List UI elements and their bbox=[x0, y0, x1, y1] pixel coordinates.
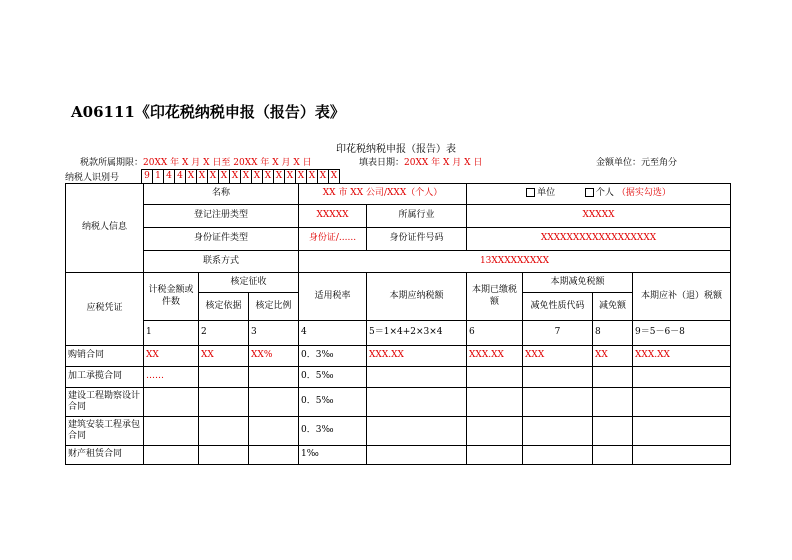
col-reduce-amount-header: 减免额 bbox=[593, 293, 633, 321]
contact-label: 联系方式 bbox=[144, 251, 299, 273]
taxpayer-id-label: 纳税人识别号 bbox=[65, 173, 120, 183]
tax-period-label: 税款所属期限： bbox=[80, 158, 144, 168]
voucher-value-cell[interactable] bbox=[249, 417, 299, 446]
taxpayer-id-digit[interactable]: X bbox=[263, 169, 274, 184]
taxpayer-id-digit[interactable]: X bbox=[252, 169, 263, 184]
entity-type-options bbox=[467, 184, 731, 205]
name-value: XX 市 XX 公司/XXX（个人） bbox=[299, 184, 467, 205]
person-option-label: 个人 bbox=[595, 188, 614, 199]
col-number: 4 bbox=[299, 321, 367, 346]
voucher-value-cell[interactable] bbox=[633, 417, 731, 446]
col-number: 1 bbox=[144, 321, 199, 346]
voucher-value-cell[interactable] bbox=[467, 388, 523, 417]
voucher-value-cell[interactable] bbox=[467, 417, 523, 446]
taxpayer-id-digit[interactable]: X bbox=[230, 169, 241, 184]
id-type-value: 身份证/...... bbox=[299, 228, 367, 251]
voucher-value-cell[interactable]: XXX.XX bbox=[367, 346, 467, 367]
taxpayer-id-digit[interactable]: X bbox=[197, 169, 208, 184]
voucher-value-cell[interactable] bbox=[199, 388, 249, 417]
fill-date-value: 20XX 年 X 月 X 日 bbox=[404, 158, 483, 168]
voucher-name-cell: 建筑安装工程承包合同 bbox=[66, 417, 144, 446]
voucher-value-cell[interactable] bbox=[523, 446, 593, 465]
taxpayer-id-digit[interactable]: 4 bbox=[164, 169, 175, 184]
table-row bbox=[66, 367, 731, 388]
voucher-value-cell[interactable] bbox=[367, 417, 467, 446]
table-row bbox=[66, 417, 731, 446]
taxpayer-id-digit[interactable]: X bbox=[219, 169, 230, 184]
voucher-section-label: 应税凭证 bbox=[66, 273, 144, 346]
amount-unit: 金额单位：元至角分 bbox=[596, 158, 678, 168]
col-payable-header: 本期应纳税额 bbox=[367, 273, 467, 321]
taxpayer-id-digit[interactable]: X bbox=[307, 169, 318, 184]
voucher-value-cell[interactable]: XXX.XX bbox=[467, 346, 523, 367]
id-number-label: 身份证件号码 bbox=[367, 228, 467, 251]
col-number: 7 bbox=[523, 321, 593, 346]
voucher-value-cell[interactable] bbox=[593, 367, 633, 388]
col-amount-header: 计税金额或件数 bbox=[144, 273, 199, 321]
voucher-value-cell[interactable] bbox=[199, 446, 249, 465]
form-title: 印花税纳税申报（报告）表 bbox=[336, 144, 456, 155]
col-assess-header: 核定征收 bbox=[199, 273, 299, 293]
voucher-name-cell: 建设工程勘察设计合同 bbox=[66, 388, 144, 417]
col-assess-basis-header: 核定依据 bbox=[199, 293, 249, 321]
col-refund-header: 本期应补（退）税额 bbox=[633, 273, 731, 321]
col-reduce-code-header: 减免性质代码 bbox=[523, 293, 593, 321]
voucher-value-cell[interactable]: XX bbox=[144, 346, 199, 367]
voucher-value-cell[interactable] bbox=[367, 367, 467, 388]
industry-label: 所属行业 bbox=[367, 205, 467, 228]
voucher-value-cell[interactable] bbox=[144, 388, 199, 417]
voucher-value-cell[interactable]: 1‰ bbox=[299, 446, 367, 465]
voucher-value-cell[interactable]: 0．5‰ bbox=[299, 367, 367, 388]
col-number: 3 bbox=[249, 321, 299, 346]
voucher-value-cell[interactable] bbox=[467, 446, 523, 465]
col-number: 5＝1×4+2×3×4 bbox=[367, 321, 467, 346]
taxpayer-id-digit[interactable]: X bbox=[208, 169, 219, 184]
name-label: 名称 bbox=[144, 184, 299, 205]
voucher-value-cell[interactable] bbox=[633, 367, 731, 388]
reg-type-label: 登记注册类型 bbox=[144, 205, 299, 228]
voucher-value-cell[interactable] bbox=[593, 417, 633, 446]
col-number: 2 bbox=[199, 321, 249, 346]
voucher-value-cell[interactable]: XXX.XX bbox=[633, 346, 731, 367]
taxpayer-id-digit[interactable]: X bbox=[318, 169, 329, 184]
table-row bbox=[66, 446, 731, 465]
taxpayer-id-digit[interactable]: X bbox=[186, 169, 197, 184]
col-assess-ratio-header: 核定比例 bbox=[249, 293, 299, 321]
document-heading: A06111《印花税纳税申报（报告）表》 bbox=[71, 103, 345, 121]
taxpayer-id-digit[interactable]: X bbox=[329, 169, 340, 184]
voucher-name-cell: 财产租赁合同 bbox=[66, 446, 144, 465]
col-paid-header: 本期已缴税额 bbox=[467, 273, 523, 321]
person-checkbox-icon bbox=[585, 188, 594, 197]
voucher-value-cell[interactable]: 0．3‰ bbox=[299, 417, 367, 446]
id-type-label: 身份证件类型 bbox=[144, 228, 299, 251]
table-row bbox=[66, 388, 731, 417]
declaration-table bbox=[65, 183, 731, 465]
voucher-value-cell[interactable] bbox=[199, 367, 249, 388]
tax-period bbox=[80, 155, 312, 168]
taxpayer-info-label: 纳税人信息 bbox=[66, 184, 144, 273]
voucher-value-cell[interactable]: …… bbox=[144, 367, 199, 388]
option-note: （据实勾选） bbox=[616, 188, 671, 199]
person-option[interactable] bbox=[585, 188, 614, 198]
voucher-value-cell[interactable] bbox=[523, 388, 593, 417]
voucher-value-cell[interactable] bbox=[593, 388, 633, 417]
col-number: 6 bbox=[467, 321, 523, 346]
taxpayer-id-digit[interactable]: X bbox=[241, 169, 252, 184]
col-rate-header: 适用税率 bbox=[299, 273, 367, 321]
voucher-rows bbox=[66, 346, 731, 465]
fill-date bbox=[359, 155, 482, 168]
taxpayer-id-digit[interactable]: 9 bbox=[141, 169, 153, 184]
voucher-value-cell[interactable] bbox=[249, 446, 299, 465]
unit-option-label: 单位 bbox=[537, 188, 556, 199]
taxpayer-id-digit[interactable]: 1 bbox=[153, 169, 164, 184]
voucher-value-cell[interactable]: XX bbox=[593, 346, 633, 367]
industry-value: XXXXX bbox=[467, 205, 731, 228]
unit-checkbox-icon bbox=[526, 188, 535, 197]
voucher-value-cell[interactable] bbox=[367, 446, 467, 465]
tax-period-value: 20XX 年 X 月 X 日至 20XX 年 X 月 X 日 bbox=[143, 158, 312, 168]
voucher-value-cell[interactable] bbox=[523, 417, 593, 446]
voucher-value-cell[interactable]: XX bbox=[199, 346, 249, 367]
col-reduce-header: 本期减免税额 bbox=[523, 273, 633, 293]
voucher-name-cell: 加工承揽合同 bbox=[66, 367, 144, 388]
unit-option[interactable] bbox=[526, 188, 555, 198]
col-number: 9＝5－6－8 bbox=[633, 321, 731, 346]
voucher-value-cell[interactable] bbox=[144, 446, 199, 465]
voucher-name-cell: 购销合同 bbox=[66, 346, 144, 367]
table-row bbox=[66, 346, 731, 367]
voucher-value-cell[interactable]: XX% bbox=[249, 346, 299, 367]
fill-date-label: 填表日期： bbox=[359, 158, 405, 168]
id-number-value: XXXXXXXXXXXXXXXXXX bbox=[467, 228, 731, 251]
taxpayer-id-digit[interactable]: X bbox=[274, 169, 285, 184]
voucher-value-cell[interactable] bbox=[367, 388, 467, 417]
voucher-value-cell[interactable] bbox=[633, 446, 731, 465]
voucher-value-cell[interactable] bbox=[523, 367, 593, 388]
voucher-value-cell[interactable] bbox=[249, 388, 299, 417]
voucher-value-cell[interactable] bbox=[199, 417, 249, 446]
voucher-value-cell[interactable] bbox=[593, 446, 633, 465]
voucher-value-cell[interactable]: 0．5‰ bbox=[299, 388, 367, 417]
taxpayer-id-digit[interactable]: X bbox=[285, 169, 296, 184]
taxpayer-id-digit[interactable]: X bbox=[296, 169, 307, 184]
contact-value: 13XXXXXXXXX bbox=[299, 251, 731, 273]
voucher-value-cell[interactable] bbox=[249, 367, 299, 388]
taxpayer-id-digit[interactable]: 4 bbox=[175, 169, 186, 184]
voucher-value-cell[interactable] bbox=[467, 367, 523, 388]
voucher-value-cell[interactable] bbox=[144, 417, 199, 446]
col-number: 8 bbox=[593, 321, 633, 346]
voucher-value-cell[interactable]: XXX bbox=[523, 346, 593, 367]
reg-type-value: XXXXX bbox=[299, 205, 367, 228]
taxpayer-id-row bbox=[65, 169, 340, 184]
voucher-value-cell[interactable]: 0．3‰ bbox=[299, 346, 367, 367]
voucher-value-cell[interactable] bbox=[633, 388, 731, 417]
taxpayer-id-cells bbox=[141, 169, 340, 184]
